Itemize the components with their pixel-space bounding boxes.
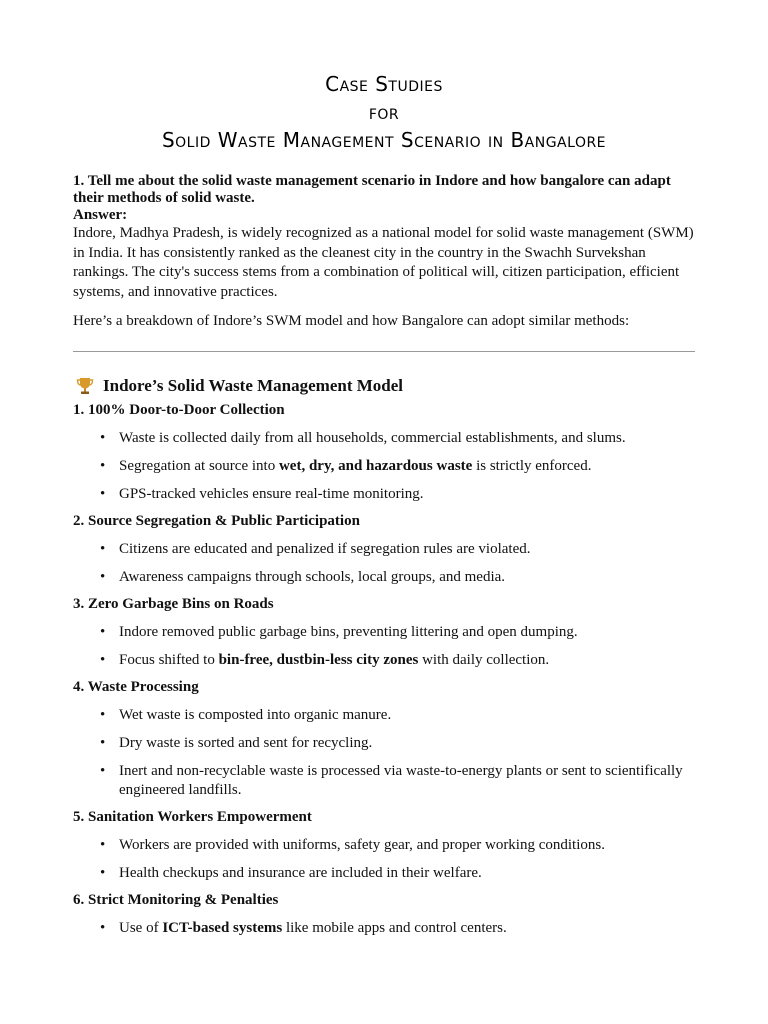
list-item-text: Use of — [119, 919, 163, 936]
intro-paragraph: Indore, Madhya Pradesh, is widely recognized as a national model for solid waste management (SWM) in India. It has consistently ranked as the cleanest city in the country in the Swachh Survekshan rankings. The city's success stems from a combination of political will, citizen participation, efficient systems, and innovative practices. — [73, 225, 694, 300]
title-line-1: Case Studies — [325, 72, 443, 96]
list-item — [73, 457, 695, 476]
list-item-text: Segregation at source into — [119, 457, 279, 474]
list-item-text: Dry waste is sorted and sent for recycling. — [119, 734, 373, 751]
subsection-heading: 1. 100% Door-to-Door Collection — [73, 401, 285, 418]
list-item — [73, 762, 695, 800]
list-item-text: Indore removed public garbage bins, preventing littering and open dumping. — [119, 623, 578, 640]
list-item-emphasis: bin-free, dustbin-less city zones — [218, 651, 419, 668]
bullet-list — [73, 623, 695, 670]
list-item — [73, 836, 695, 855]
list-item-text-end: with daily collection. — [418, 651, 550, 668]
list-item — [73, 919, 695, 938]
bullet-list — [73, 836, 695, 883]
list-item-text: Inert and non-recyclable waste is processed via waste-to-energy plants or sent to scientifically engineered landfills. — [119, 762, 683, 798]
breakdown-paragraph: Here’s a breakdown of Indore’s SWM model and how Bangalore can adopt similar methods: — [73, 313, 630, 329]
list-item-text: Health checkups and insurance are included in their welfare. — [119, 864, 482, 881]
subsection-heading: 2. Source Segregation & Public Participation — [73, 512, 360, 529]
bullet-list — [73, 540, 695, 587]
list-item-text-end: like mobile apps and control centers. — [282, 919, 507, 936]
document-body — [73, 173, 695, 938]
horizontal-rule — [73, 351, 695, 352]
list-item — [73, 429, 695, 448]
list-item-text: GPS-tracked vehicles ensure real-time monitoring. — [119, 485, 424, 502]
list-item-text: Wet waste is composted into organic manure. — [119, 706, 392, 723]
subsection-heading: 6. Strict Monitoring & Penalties — [73, 891, 279, 908]
list-item — [73, 540, 695, 559]
list-item — [73, 651, 695, 670]
answer-label: Answer: — [73, 207, 128, 223]
bullet-list — [73, 706, 695, 800]
list-item-text: Workers are provided with uniforms, safety gear, and proper working conditions. — [119, 836, 605, 853]
list-item — [73, 864, 695, 883]
subsection-heading: 4. Waste Processing — [73, 678, 199, 695]
question-text: 1. Tell me about the solid waste management scenario in Indore and how bangalore can adapt their methods of solid waste. — [73, 173, 671, 206]
document-title — [0, 70, 768, 154]
list-item-text: Focus shifted to — [119, 651, 219, 668]
list-item-emphasis: wet, dry, and hazardous waste — [278, 457, 473, 474]
subsection-heading: 3. Zero Garbage Bins on Roads — [73, 595, 274, 612]
list-item — [73, 568, 695, 587]
section-heading-text: Indore’s Solid Waste Management Model — [103, 375, 404, 395]
list-item-text: Awareness campaigns through schools, local groups, and media. — [119, 568, 506, 585]
section-heading — [73, 376, 695, 396]
list-item-emphasis: ICT-based systems — [162, 919, 283, 936]
list-item-text-end: is strictly enforced. — [472, 457, 592, 474]
subsection-heading: 5. Sanitation Workers Empowerment — [73, 808, 312, 825]
list-item — [73, 623, 695, 642]
bullet-list — [73, 429, 695, 504]
title-line-3: Solid Waste Management Scenario in Bangalore — [161, 128, 607, 152]
list-item-text: Waste is collected daily from all households, commercial establishments, and slums. — [119, 429, 626, 446]
list-item — [73, 734, 695, 753]
list-item — [73, 706, 695, 725]
list-item-text: Citizens are educated and penalized if segregation rules are violated. — [119, 540, 531, 557]
trophy-icon — [75, 376, 97, 396]
sections-container — [73, 401, 695, 938]
title-line-2: for — [368, 100, 400, 124]
list-item — [73, 485, 695, 504]
bullet-list — [73, 919, 695, 938]
